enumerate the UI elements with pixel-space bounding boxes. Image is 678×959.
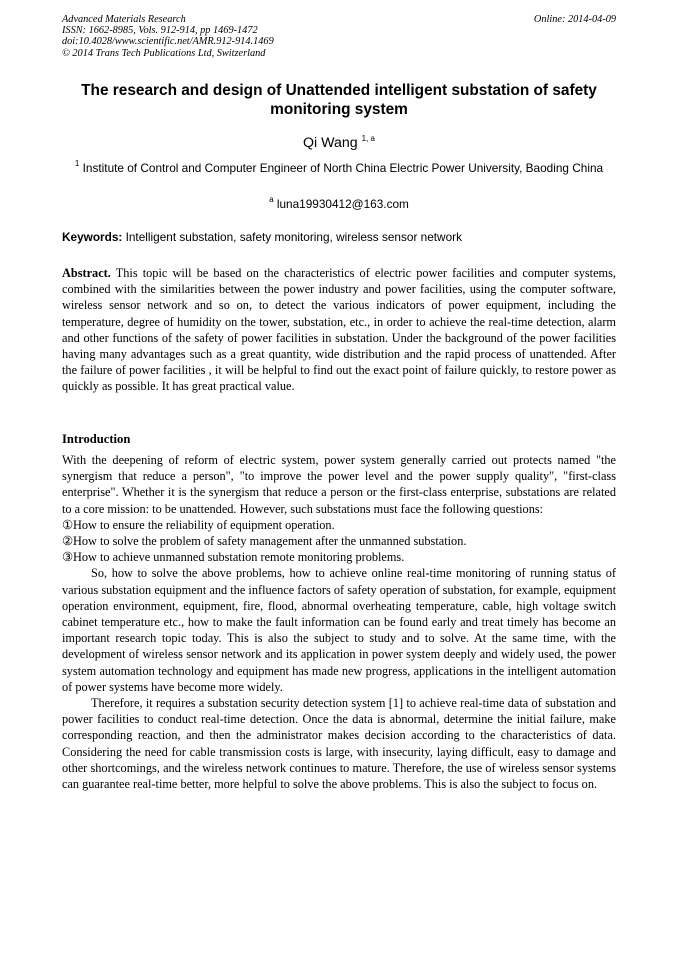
author-name: Qi Wang xyxy=(303,135,358,151)
keywords-label: Keywords: xyxy=(62,230,123,244)
copyright-line: © 2014 Trans Tech Publications Ltd, Switzerland xyxy=(62,47,266,59)
affiliation xyxy=(62,156,616,176)
abstract-label: Abstract. xyxy=(62,266,111,280)
intro-paragraph-3: Therefore, it requires a substation security detection system [1] to achieve real-time data of substation and power facilities to conduct real-time detection. Once the data is abnormal, determine the initial failure, make corresponding reaction, and then the administrator makes decision according to the characteristics of data. Considering the need for cable transmission costs is large, with insecurity, laying difficult, easy to damage and other shortcomings, and the wireless network continues to mature. Therefore, the use of wireless sensor systems can guarantee real-time better, more helpful to solve the above problems. This is also the subject to focus on. xyxy=(62,696,616,792)
intro-paragraph-1: With the deepening of reform of electric system, power system generally carried out protects named "the synergism that reduce a person", "to improve the power level and the power supply quality", "first-class enterprise". Whether it is the synergism that reduce a person or the first-class enterprise, substations are related to a core mission: to be unattended. However, such substations must face the following questions: xyxy=(62,453,616,516)
affiliation-superscript: 1 xyxy=(74,159,80,168)
affiliation-text: Institute of Control and Computer Engineer of North China Electric Power University, Baoding China xyxy=(82,161,604,175)
introduction-heading: Introduction xyxy=(62,432,131,446)
paper-title: The research and design of Unattended intelligent substation of safety monitoring system xyxy=(81,82,597,118)
abstract-text: This topic will be based on the characteristics of electric power facilities and computer systems, combined with the similarities between the power industry and power facilities, using the computer software, wireless sensor network and so on, to detect the various indicators of power equipment, including the temperature, degree of humidity on the tower, substation, etc., in order to achieve the real-time detection, alarm and other functions of the safety of power facilities in substation. Under the background of the power facilities having many advantages such as a great quantity, wide distribution and the rapid process of unattended. After the failure of power facilities , it will be helpful to find out the exact point of failure quickly, to restore power as quickly as possible. It has great practical value. xyxy=(62,266,616,394)
question-2: ②How to solve the problem of safety management after the unmanned substation. xyxy=(62,534,467,549)
intro-paragraph-2: So, how to solve the above problems, how to achieve online real-time monitoring of running status of various substation equipment and the influence factors of safety operation of substation, for example, equipment operation environment, equipment, fire, flood, abnormal overheating temperature, cable, high voltage switch cabinet temperature etc., how to make the fault information can be found early and treat timely has become an important research topic today. This is also the subject to study and to solve. At the same time, with the development of wireless sensor network and its application in power system deeply and widely used, the power system automation technology and equipment has made new progress, applications in the intelligent automation of power systems have become more widely. xyxy=(62,566,616,694)
journal-name: Advanced Materials Research xyxy=(62,14,186,25)
issn-line: ISSN: 1662-8985, Vols. 912-914, pp 1469-1472 xyxy=(62,25,258,37)
email-superscript: a xyxy=(269,195,274,204)
author-email: luna19930412@163.com xyxy=(276,197,409,211)
author-superscript: 1, a xyxy=(361,134,375,143)
keywords xyxy=(62,229,616,245)
introduction-body xyxy=(62,452,616,792)
online-date: Online: 2014-04-09 xyxy=(533,14,616,25)
author-line xyxy=(62,130,616,152)
keywords-text: Intelligent substation, safety monitoring, wireless sensor network xyxy=(125,230,462,244)
question-3: ③How to achieve unmanned substation remote monitoring problems. xyxy=(62,550,405,565)
question-1: ①How to ensure the reliability of equipment operation. xyxy=(62,517,335,532)
journal-header xyxy=(62,14,616,59)
doi-line: doi:10.4028/www.scientific.net/AMR.912-914.1469 xyxy=(62,36,274,48)
email-line xyxy=(62,192,616,212)
abstract xyxy=(62,265,616,395)
